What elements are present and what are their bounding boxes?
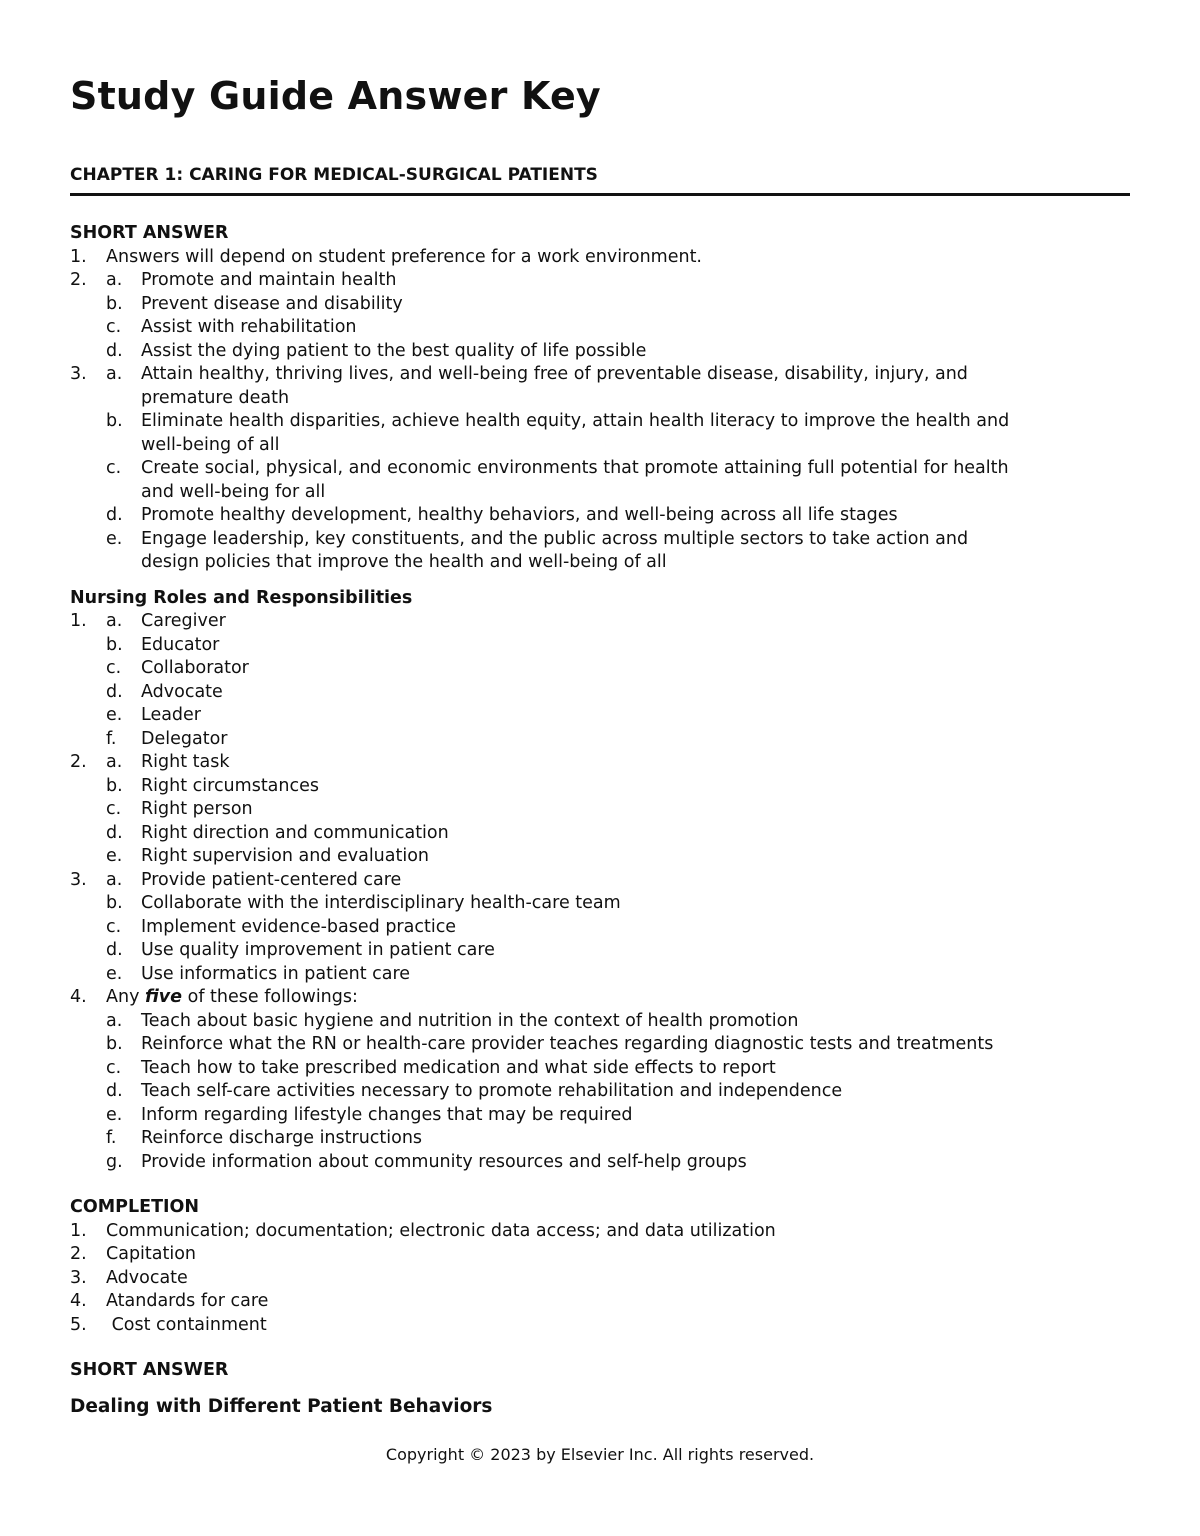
list-item [70, 1151, 1130, 1175]
item-text: and well-being for all [141, 481, 326, 502]
item-number: 2. [70, 270, 87, 290]
item-letter: a. [106, 364, 123, 384]
list-item [70, 822, 1130, 846]
item-letter: e. [106, 705, 123, 725]
list-item [70, 1220, 1130, 1244]
list-item-continuation [70, 551, 1130, 575]
item-text: Atandards for care [106, 1291, 269, 1311]
list-item [70, 1104, 1130, 1128]
list-item [70, 269, 1130, 293]
item-letter: c. [106, 799, 122, 819]
list-item [70, 728, 1130, 752]
section-heading-short-answer: SHORT ANSWER [70, 223, 229, 243]
item-text: Communication; documentation; electronic data access; and data utilization [106, 1220, 776, 1241]
item-text: Use informatics in patient care [141, 963, 411, 984]
item-text: Leader [141, 705, 202, 725]
item-text: Collaborate with the interdisciplinary health-care team [141, 893, 621, 913]
list-item [70, 1243, 1130, 1267]
item-number: 3. [70, 1267, 87, 1288]
completion-section [70, 1196, 1130, 1337]
section-heading-nursing-roles: Nursing Roles and Responsibilities [70, 587, 413, 608]
intro-before: Any [106, 987, 145, 1007]
list-item [70, 704, 1130, 728]
nursing-roles-section [70, 587, 1130, 1175]
item-letter: f. [106, 728, 117, 749]
item-text: Promote and maintain health [141, 270, 397, 290]
item-text: premature death [141, 387, 290, 408]
item-text: Cost containment [106, 1314, 267, 1335]
list-item [70, 1267, 1130, 1291]
item-text: Provide information about community resources and self-help groups [141, 1151, 747, 1172]
item-number: 3. [70, 869, 87, 890]
item-number: 2. [70, 1244, 87, 1264]
list-item [70, 610, 1130, 634]
item-text: Educator [141, 634, 220, 655]
section-heading-completion: COMPLETION [70, 1197, 200, 1217]
short-answer-section [70, 222, 1130, 575]
subsection-heading-patient-behaviors: Dealing with Different Patient Behaviors [70, 1395, 493, 1417]
item-text: Reinforce what the RN or health-care provider teaches regarding diagnostic tests and treatments [141, 1034, 994, 1054]
item-letter: e. [106, 528, 123, 549]
item-text: Right task [141, 752, 230, 772]
item-text: Prevent disease and disability [141, 293, 403, 314]
list-item [70, 1033, 1130, 1057]
item-text: Reinforce discharge instructions [141, 1128, 423, 1148]
list-item [70, 1080, 1130, 1104]
list-item [70, 316, 1130, 340]
item-text: Teach how to take prescribed medication and what side effects to report [141, 1057, 776, 1078]
item-letter: b. [106, 634, 123, 655]
item-letter: c. [106, 317, 122, 337]
item-letter: f. [106, 1128, 117, 1148]
item-text: well-being of all [141, 434, 280, 455]
list-item [70, 1290, 1130, 1314]
list-item-continuation [70, 434, 1130, 458]
list-item [70, 1127, 1130, 1151]
list-item [70, 681, 1130, 705]
list-item-continuation [70, 481, 1130, 505]
item-letter: b. [106, 411, 123, 431]
item-text [106, 986, 358, 1010]
item-text: Capitation [106, 1244, 197, 1264]
list-item [70, 845, 1130, 869]
item-text: Right direction and communication [141, 822, 449, 843]
item-text: Teach about basic hygiene and nutrition in the context of health promotion [141, 1010, 799, 1031]
item-text: Collaborator [141, 658, 249, 678]
item-text: Attain healthy, thriving lives, and well-being free of preventable disease, disability, injury, and [141, 364, 968, 384]
item-letter: d. [106, 940, 123, 960]
item-number: 1. [70, 611, 87, 631]
item-text: Right person [141, 799, 253, 819]
copyright-footer: Copyright © 2023 by Elsevier Inc. All rights reserved. [385, 1445, 815, 1464]
item-number: 5. [70, 1314, 87, 1335]
item-text: Delegator [141, 728, 228, 749]
item-text: Inform regarding lifestyle changes that may be required [141, 1104, 633, 1125]
list-item [70, 751, 1130, 775]
section-heading-short-answer-2: SHORT ANSWER [70, 1360, 229, 1380]
list-item [70, 775, 1130, 799]
item-number: 2. [70, 752, 87, 772]
item-letter: d. [106, 1081, 123, 1101]
item-letter: d. [106, 681, 123, 702]
list-item [70, 634, 1130, 658]
list-item [70, 939, 1130, 963]
item-number: 3. [70, 364, 87, 384]
item-letter: d. [106, 340, 123, 361]
item-letter: d. [106, 822, 123, 843]
item-text: Right supervision and evaluation [141, 846, 430, 866]
list-item [70, 963, 1130, 987]
item-text: Implement evidence-based practice [141, 916, 457, 937]
list-item [70, 986, 1130, 1010]
item-text: design policies that improve the health and well-being of all [141, 552, 667, 572]
intro-emphasis: five [144, 987, 183, 1007]
item-letter: a. [106, 869, 123, 890]
list-item [70, 246, 1130, 270]
item-text: Teach self-care activities necessary to promote rehabilitation and independence [141, 1081, 843, 1101]
item-text: Engage leadership, key constituents, and the public across multiple sectors to take action and [141, 528, 969, 549]
item-letter: g. [106, 1151, 123, 1172]
list-item [70, 916, 1130, 940]
short-answer-section-2 [70, 1359, 1130, 1418]
list-item-continuation [70, 387, 1130, 411]
item-letter: e. [106, 846, 123, 866]
list-item [70, 1057, 1130, 1081]
list-item [70, 1314, 1130, 1338]
item-text: Create social, physical, and economic environments that promote attaining full potential for health [141, 458, 1009, 478]
document-page [70, 72, 1130, 1418]
item-letter: b. [106, 775, 123, 796]
list-item [70, 504, 1130, 528]
item-text: Advocate [106, 1267, 188, 1288]
item-text: Promote healthy development, healthy behaviors, and well-being across all life stages [141, 505, 898, 525]
item-number: 4. [70, 987, 87, 1007]
list-item [70, 657, 1130, 681]
list-item [70, 869, 1130, 893]
list-item [70, 410, 1130, 434]
item-letter: c. [106, 916, 122, 937]
item-letter: c. [106, 458, 122, 478]
item-letter: b. [106, 1034, 123, 1054]
item-text: Eliminate health disparities, achieve health equity, attain health literacy to improve the health and [141, 411, 1010, 431]
list-item [70, 528, 1130, 552]
item-text: Provide patient-centered care [141, 869, 402, 890]
item-text: Advocate [141, 681, 223, 702]
chapter-heading: CHAPTER 1: CARING FOR MEDICAL-SURGICAL PATIENTS [70, 165, 598, 185]
item-text: Use quality improvement in patient care [141, 940, 495, 960]
item-text: Caregiver [141, 611, 226, 631]
item-text: Right circumstances [141, 775, 319, 796]
list-item [70, 457, 1130, 481]
list-item [70, 363, 1130, 387]
list-item [70, 340, 1130, 364]
item-text: Assist the dying patient to the best quality of life possible [141, 340, 647, 361]
intro-after: of these followings: [182, 987, 358, 1007]
item-letter: a. [106, 752, 123, 772]
item-number: 1. [70, 246, 87, 267]
item-number: 4. [70, 1291, 87, 1311]
item-letter: d. [106, 505, 123, 525]
item-text: Answers will depend on student preference for a work environment. [106, 246, 702, 267]
item-letter: c. [106, 1057, 122, 1078]
list-item [70, 293, 1130, 317]
item-letter: e. [106, 963, 123, 984]
list-item [70, 892, 1130, 916]
item-letter: a. [106, 270, 123, 290]
list-item [70, 1010, 1130, 1034]
item-letter: c. [106, 658, 122, 678]
page-title: Study Guide Answer Key [70, 74, 601, 118]
item-letter: b. [106, 893, 123, 913]
item-letter: e. [106, 1104, 123, 1125]
item-number: 1. [70, 1220, 87, 1241]
item-text: Assist with rehabilitation [141, 317, 357, 337]
item-letter: a. [106, 1010, 123, 1031]
list-item [70, 798, 1130, 822]
item-letter: a. [106, 611, 123, 631]
item-letter: b. [106, 293, 123, 314]
